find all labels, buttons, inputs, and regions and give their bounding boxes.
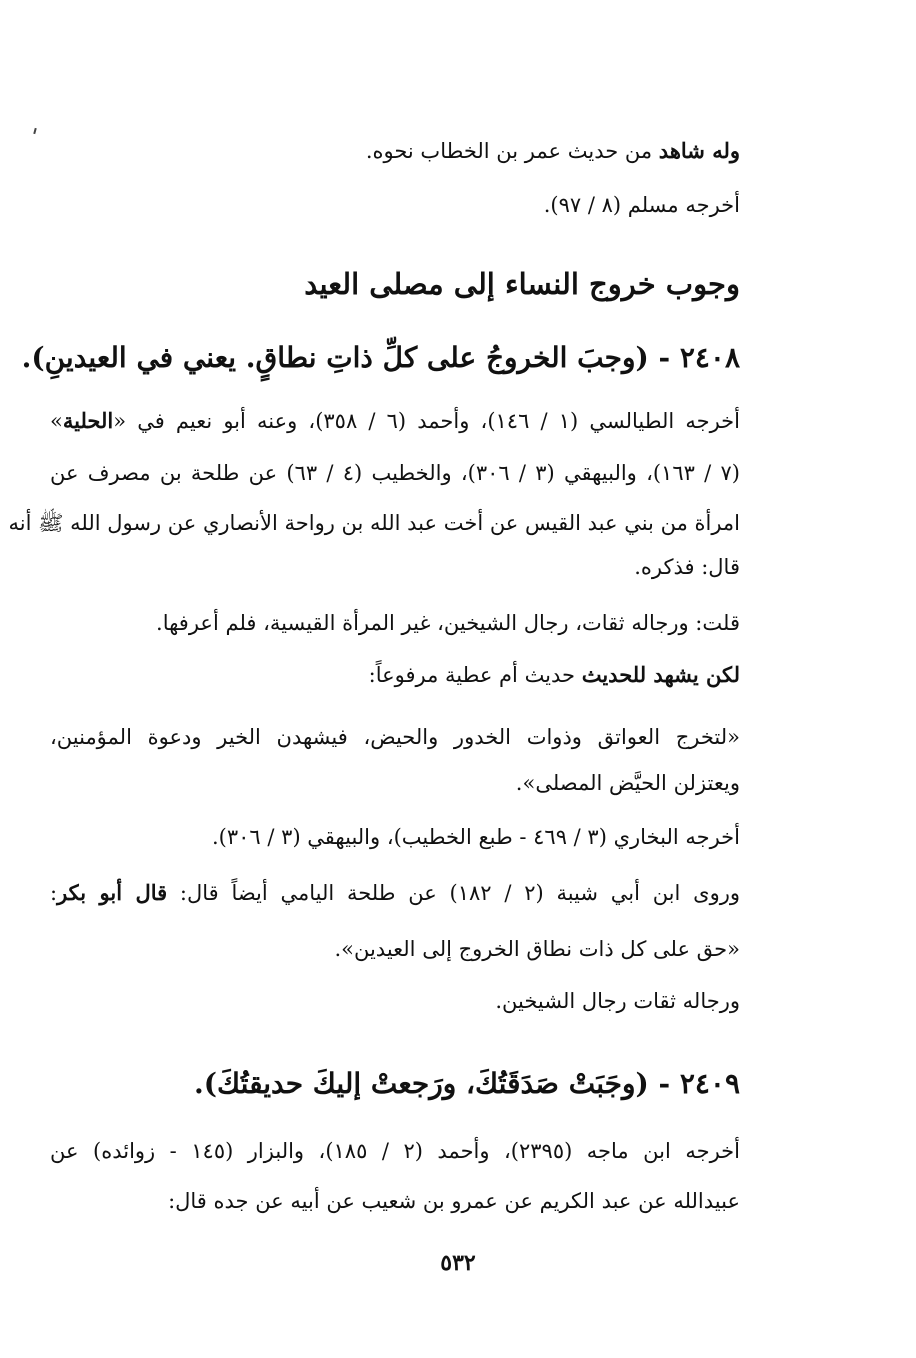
text-line-p1-2: (٧ / ١٦٣)، والبيهقي (٣ / ٣٠٦)، والخطيب (٤ / ٦٣) عن طلحة بن مصرف عن — [50, 461, 740, 485]
section-heading: وجوب خروج النساء إلى مصلى العيد — [304, 267, 740, 301]
text-line-quote-3: «حق على كل ذات نطاق الخروج إلى العيدين». — [334, 937, 740, 961]
text-line-quote-1: «لتخرج العواتق وذوات الخدور والحيض، فيشهدن الخير ودعوة المؤمنين، — [50, 725, 740, 749]
text-line-quote-2: ويعتزلن الحيَّض المصلى». — [515, 771, 740, 795]
hadith-2409-heading: ٢٤٠٩ - (وجَبَتْ صَدَقَتُكَ، ورَجعتْ إليكَ حديقتُكَ). — [194, 1067, 740, 1100]
bold-phrase: قال أبو بكر — [57, 880, 168, 905]
text-line-p1-1 — [50, 406, 740, 436]
text-run: أخرجه الطيالسي (١ / ١٤٦)، وأحمد (٦ / ٣٥٨)، وعنه أبو نعيم في « — [113, 409, 740, 433]
text-line-ibn-abi-shayba — [50, 878, 740, 908]
text-line-narrators: ورجاله ثقات رجال الشيخين. — [495, 989, 740, 1013]
hadith-2408-heading: ٢٤٠٨ - (وجبَ الخروجُ على كلِّ ذاتِ نطاقٍ. يعني في العيدينِ). — [21, 341, 740, 374]
text-line-muslim: أخرجه مسلم (٨ / ٩٧). — [543, 193, 740, 217]
page-number: ٥٣٢ — [440, 1250, 476, 1276]
text-line-p1-3: امرأة من بني عبد القيس عن أخت عبد الله بن رواحة الأنصاري عن رسول الله ﷺ أنه — [8, 511, 740, 535]
bold-phrase: الحلية — [62, 408, 114, 433]
text-line-witness-2 — [369, 660, 740, 690]
bold-phrase: لكن يشهد للحديث — [581, 662, 740, 687]
text-line-qult: قلت: ورجاله ثقات، رجال الشيخين، غير المرأة القيسية، فلم أعرفها. — [156, 611, 740, 635]
text-line-p9-2: عبيدالله عن عبد الكريم عن عمرو بن شعيب عن أبيه عن جده قال: — [168, 1189, 740, 1213]
scan-mark — [33, 128, 36, 134]
text-line-p1-4: قال: فذكره. — [634, 555, 740, 579]
text-run: : — [50, 881, 58, 905]
text-run: من حديث عمر بن الخطاب نحوه. — [365, 139, 659, 163]
text-run: وروى ابن أبي شيبة (٢ / ١٨٢) عن طلحة اليامي أيضاً قال: — [167, 881, 740, 905]
text-run: » — [50, 409, 63, 433]
text-run: حديث أم عطية مرفوعاً: — [368, 663, 582, 687]
bold-phrase: وله شاهد — [658, 138, 740, 163]
text-line-p9-1: أخرجه ابن ماجه (٢٣٩٥)، وأحمد (٢ / ١٨٥)، والبزار (١٤٥ - زوائده) عن — [50, 1139, 740, 1163]
text-line-witness — [366, 136, 740, 166]
text-line-bukhari: أخرجه البخاري (٣ / ٤٦٩ - طبع الخطيب)، والبيهقي (٣ / ٣٠٦). — [212, 825, 740, 849]
